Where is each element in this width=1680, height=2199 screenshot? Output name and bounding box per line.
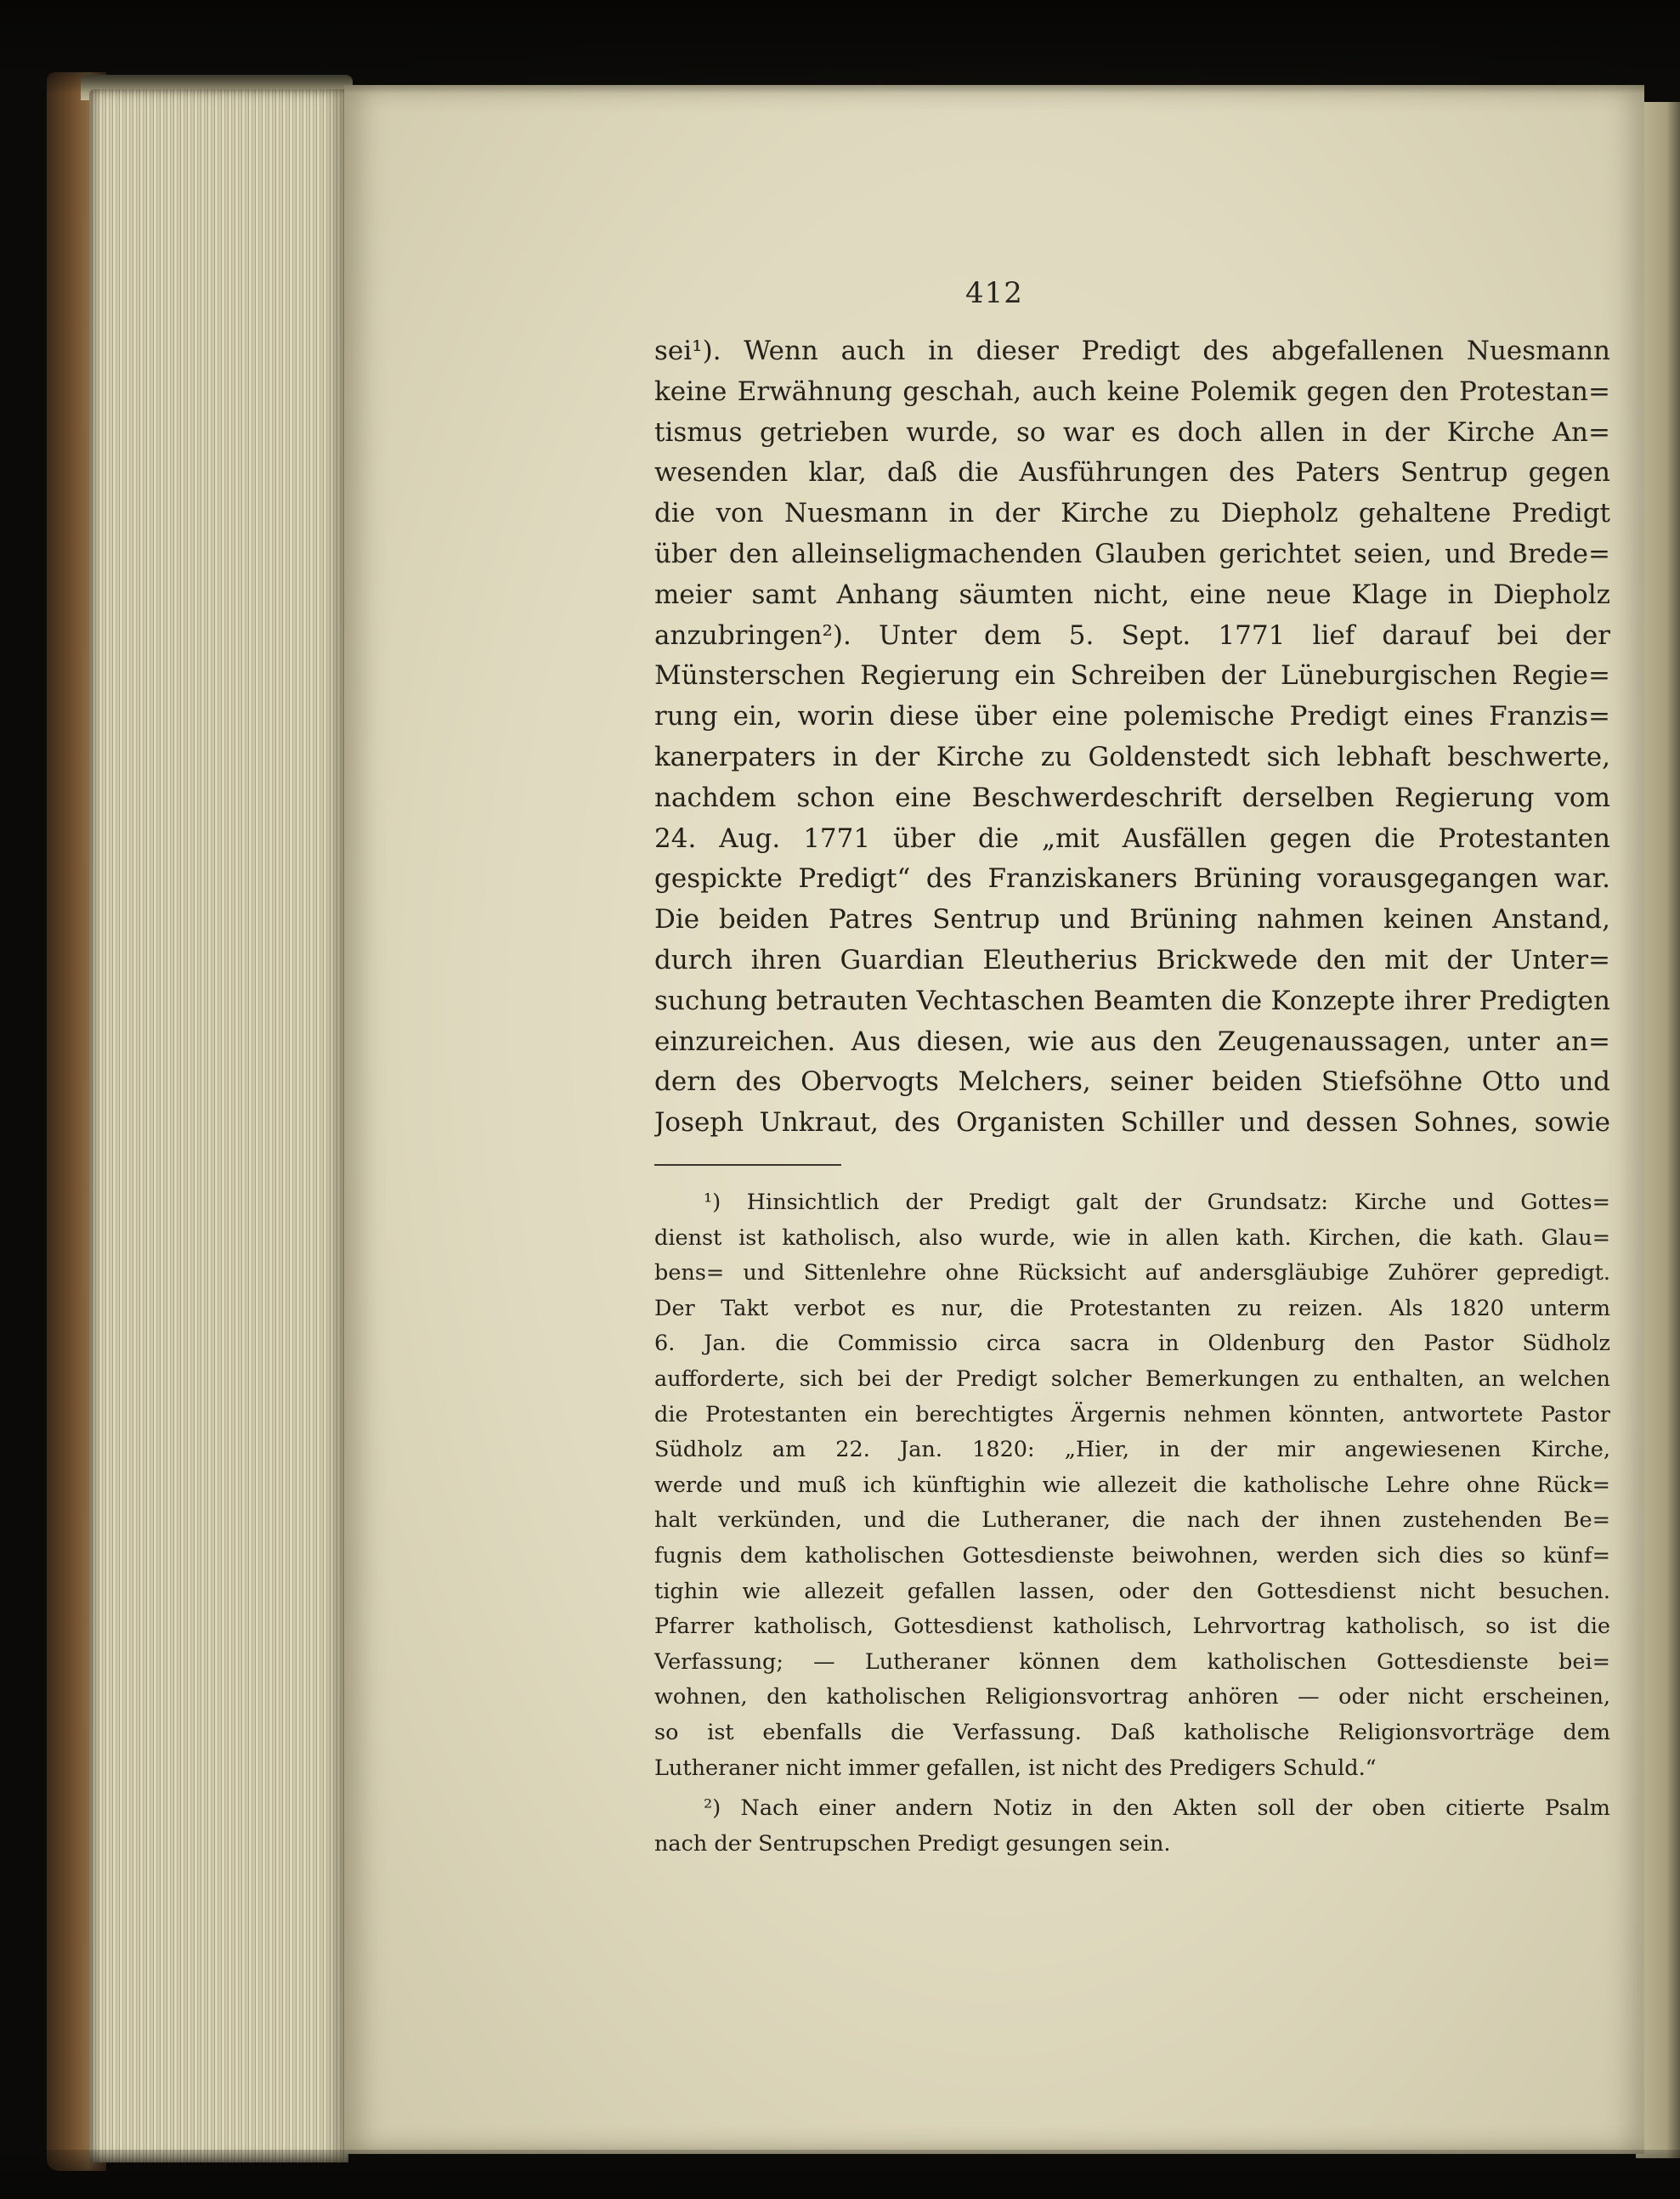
text-line: meier samt Anhang säumten nicht, eine neue Klage in Diepholz (654, 579, 1610, 610)
text-line: über den alleinseligmachenden Glauben gerichtet seien, und Brede= (654, 538, 1610, 569)
footnote-line: aufforderte, sich bei der Predigt solcher Bemerkungen zu enthalten, an welchen (654, 1365, 1610, 1392)
footnote-line: werde und muß ich künftighin wie allezeit die katholische Lehre ohne Rück= (654, 1472, 1610, 1498)
footnote-line: 6. Jan. die Commissio circa sacra in Oldenburg den Pastor Südholz (654, 1331, 1610, 1357)
text-line: suchung betrauten Vechtaschen Beamten die Konzepte ihrer Predigten (654, 985, 1610, 1016)
text-line: nachdem schon eine Beschwerdeschrift derselben Regierung vom (654, 782, 1610, 813)
text-line: durch ihren Guardian Eleutherius Brickwede den mit der Unter= (654, 944, 1610, 975)
footnote-line: so ist ebenfalls die Verfassung. Daß katholische Religionsvorträge dem (654, 1719, 1610, 1745)
text-line: rung ein, worin diese über eine polemische Predigt eines Franzis= (654, 701, 1610, 732)
text-line: die von Nuesmann in der Kirche zu Diepholz gehaltene Predigt (654, 498, 1610, 529)
footnote-line: nach der Sentrupschen Predigt gesungen sein. (654, 1830, 1171, 1857)
text-line: dern des Obervogts Melchers, seiner beiden Stiefsöhne Otto und (654, 1066, 1610, 1098)
text-line: 24. Aug. 1771 über die „mit Ausfällen gegen die Protestanten (654, 823, 1610, 854)
text-line: Münsterschen Regierung ein Schreiben der Lüneburgischen Regie= (654, 660, 1610, 692)
top-shadow (0, 0, 1680, 93)
text-line: Joseph Unkraut, des Organisten Schiller und dessen Sohnes, sowie (654, 1107, 1610, 1139)
footnote-line: Der Takt verbot es nur, die Protestanten zu reizen. Als 1820 unterm (654, 1295, 1610, 1321)
text-line: gespickte Predigt“ des Franziskaners Brüning vorausgegangen war. (654, 863, 1610, 895)
text-line: Die beiden Patres Sentrup und Brüning nahmen keinen Anstand, (654, 904, 1610, 936)
footnotes (654, 1185, 1610, 1862)
footnote-1 (654, 1185, 1610, 1786)
footnote-divider (654, 1164, 841, 1166)
page-stack (89, 89, 348, 2162)
text-line: keine Erwähnung geschah, auch keine Polemik gegen den Protestan= (654, 376, 1610, 407)
footnote-line: Südholz am 22. Jan. 1820: „Hier, in der mir angewiesenen Kirche, (654, 1437, 1610, 1463)
footnote-line: wohnen, den katholischen Religionsvortrag anhören — oder nicht erscheinen, (654, 1684, 1610, 1710)
footnote-line: dienst ist katholisch, also wurde, wie in allen kath. Kirchen, die kath. Glau= (654, 1224, 1610, 1251)
footnote-line: Pfarrer katholisch, Gottesdienst katholisch, Lehrvortrag katholisch, so ist die (654, 1614, 1610, 1640)
page-number: 412 (965, 276, 1023, 310)
footnote-line: Verfassung; — Lutheraner können dem katholischen Gottesdienste bei= (654, 1648, 1610, 1675)
text-line: kanerpaters in der Kirche zu Goldenstedt sich lebhaft beschwerte, (654, 741, 1610, 772)
footnote-line: ²) Nach einer andern Notiz in den Akten soll der oben citierte Psalm (704, 1795, 1610, 1822)
footnote-line: die Protestanten ein berechtigtes Ärgernis nehmen könnten, antwortete Pastor (654, 1401, 1610, 1427)
footnote-line: ¹) Hinsichtlich der Predigt galt der Grundsatz: Kirche und Gottes= (704, 1190, 1610, 1215)
footnote-line: Lutheraner nicht immer gefallen, ist nicht des Predigers Schuld.“ (654, 1755, 1377, 1781)
bottom-shadow (0, 2150, 1680, 2199)
text-line: tismus getrieben wurde, so war es doch allen in der Kirche An= (654, 416, 1610, 448)
text-line: wesenden klar, daß die Ausführungen des Paters Sentrup gegen (654, 457, 1610, 489)
footnote-2 (654, 1791, 1610, 1862)
book-page (344, 85, 1644, 2154)
footnote-line: tighin wie allezeit gefallen lassen, oder den Gottesdienst nicht besuchen. (654, 1578, 1610, 1604)
text-line: einzureichen. Aus diesen, wie aus den Zeugenaussagen, unter an= (654, 1026, 1610, 1057)
footnote-line: bens= und Sittenlehre ohne Rücksicht auf andersgläubige Zuhörer gepredigt. (654, 1260, 1610, 1286)
text-line: sei¹). Wenn auch in dieser Predigt des abgefallenen Nuesmann (654, 336, 1610, 366)
footnote-line: fugnis dem katholischen Gottesdienste beiwohnen, werden sich dies so künf= (654, 1542, 1610, 1569)
text-line: anzubringen²). Unter dem 5. Sept. 1771 lief darauf bei der (654, 619, 1610, 651)
body-text (654, 331, 1610, 1144)
footnote-line: halt verkünden, und die Lutheraner, die nach der ihnen zustehenden Be= (654, 1507, 1610, 1534)
